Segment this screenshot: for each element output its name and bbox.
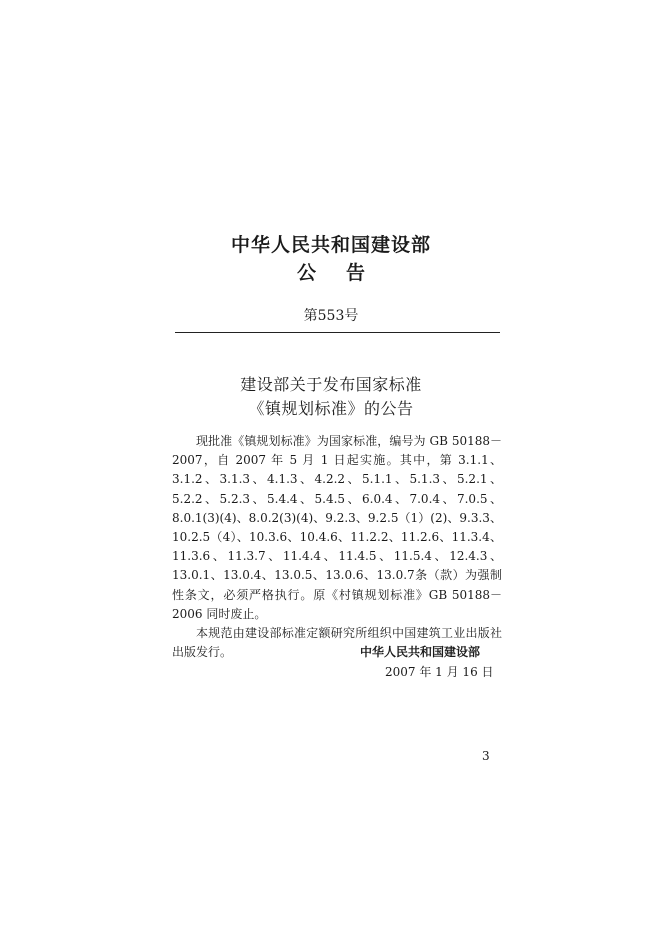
notice-number: 第553号: [303, 308, 359, 324]
announcement-body: [172, 432, 502, 662]
page-number: 3: [482, 749, 490, 763]
body-paragraph-1: 现批准《镇规划标准》为国家标准，编号为 GB 50188－2007，自 2007 年 5 月 1 日起实施。其中，第 3.1.1、3.1.2、3.1.3、4.1.3、4.2.2、5.1.1、5.1.3、5.2.1、5.2.2、5.2.3、5.4.4、5.4.5、6.0.4、7.0.4、7.0.5、8.0.1(3)(4)、8.0.2(3)(4)、9.2.3、9.2.5（1）(2)、9.3.3、10.2.5（4）、10.3.6、10.4.6、11.2.2、11.2.6、11.3.4、11.3.6、11.3.7、11.4.4、11.4.5、11.5.4、12.4.3、13.0.1、13.0.4、13.0.5、13.0.6、13.0.7条（款）为强制性条文，必须严格执行。原《村镇规划标准》GB 50188－2006 同时废止。: [172, 434, 502, 621]
headline-line-1: 建设部关于发布国家标准: [240, 375, 422, 394]
notice-title-char-2: 告: [346, 262, 366, 284]
notice-title-char-1: 公: [296, 262, 316, 284]
body-paragraph-2: 本规范由建设部标准定额研究所组织中国建筑工业出版社出版发行。: [172, 626, 502, 660]
horizontal-divider: [175, 332, 500, 333]
headline-line-2: 《镇规划标准》的公告: [248, 399, 414, 418]
signature-organization: 中华人民共和国建设部: [360, 645, 481, 659]
issuing-organization-title: 中华人民共和国建设部: [230, 234, 431, 256]
signature-date: 2007 年 1 月 16 日: [385, 665, 494, 679]
notice-title: [0, 258, 662, 285]
